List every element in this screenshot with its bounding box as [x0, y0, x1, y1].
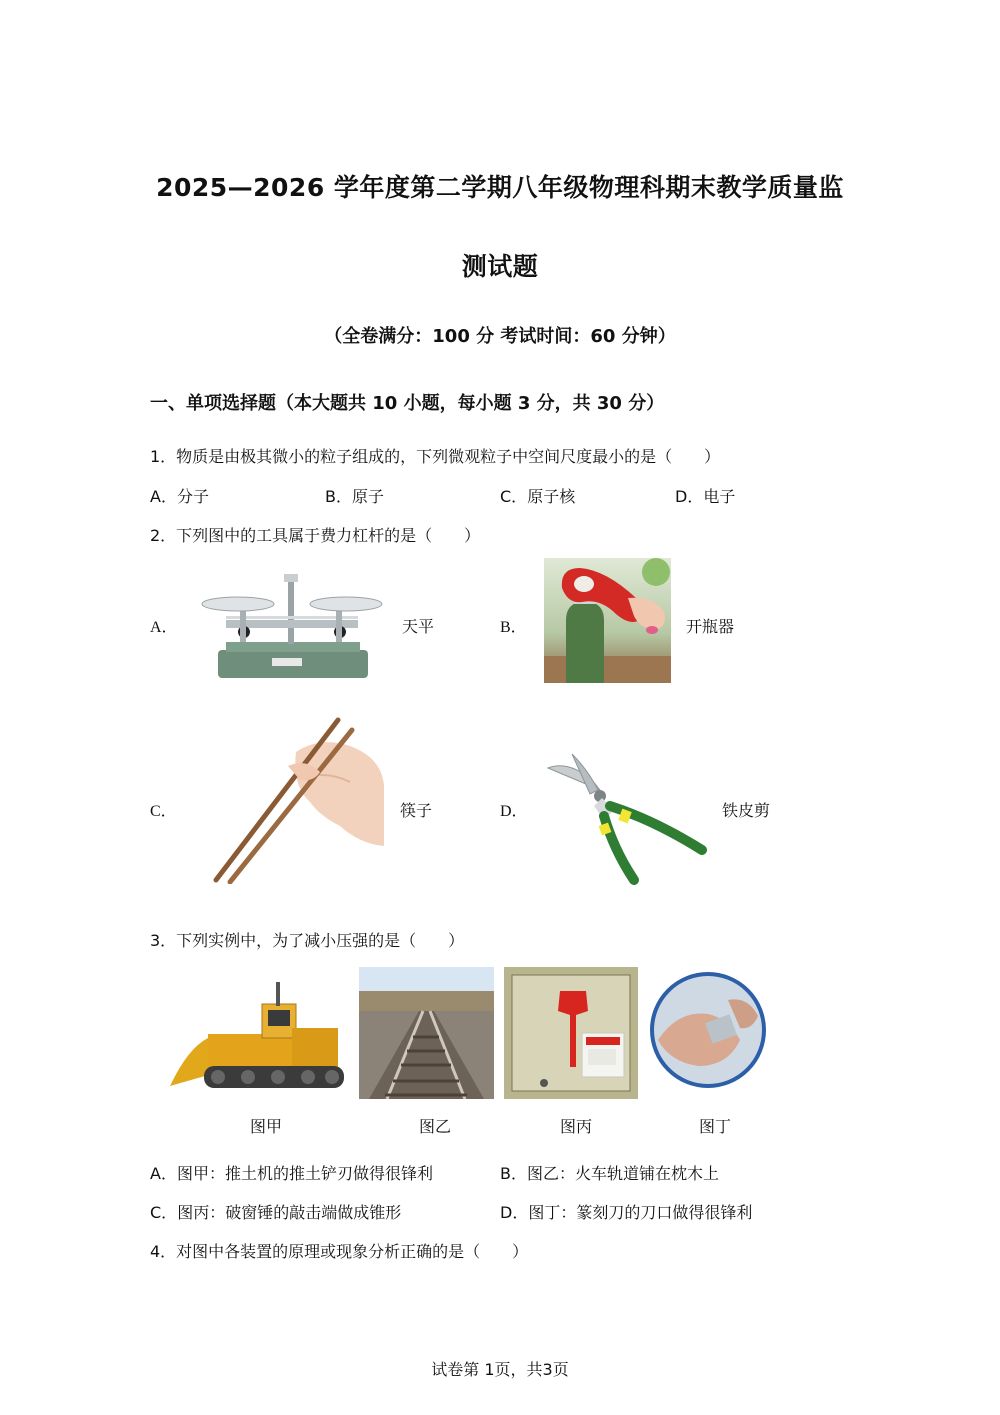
tin-snips-image: [544, 750, 708, 886]
q2-option-d-letter: D．: [500, 803, 528, 820]
carving-knife-image: [648, 970, 768, 1090]
q3-option-a: A．图甲：推土机的推土铲刃做得很锋利: [150, 1164, 433, 1183]
question-2-stem: 2．下列图中的工具属于费力杠杆的是（ ）: [150, 526, 481, 545]
q2-option-d-label: 铁皮剪: [722, 801, 771, 820]
exam-subtitle: （全卷满分：100 分 考试时间：60 分钟）: [324, 326, 676, 347]
figure-caption-yi: 图乙: [418, 1117, 451, 1136]
q2-option-c-label: 筷子: [400, 801, 433, 820]
q1-option-b: B．原子: [325, 487, 384, 506]
bottle-opener-image: [544, 558, 671, 683]
q2-option-a-letter: A．: [150, 619, 178, 636]
q1-option-d: D．电子: [675, 487, 736, 506]
q2-option-c-letter: C．: [150, 803, 177, 820]
q3-option-b: B．图乙：火车轨道铺在枕木上: [500, 1164, 719, 1183]
q1-option-a: A．分子: [150, 487, 209, 506]
q2-option-a-label: 天平: [402, 617, 435, 636]
q3-option-c: C．图丙：破窗锤的敲击端做成锥形: [150, 1203, 402, 1222]
figure-caption-bing: 图丙: [559, 1117, 592, 1136]
question-1-stem: 1．物质是由极其微小的粒子组成的，下列微观粒子中空间尺度最小的是（ ）: [150, 447, 721, 466]
balance-scale-image: [196, 572, 386, 684]
figure-caption-ding: 图丁: [698, 1117, 731, 1136]
q1-option-c: C．原子核: [500, 487, 576, 506]
q2-option-b-label: 开瓶器: [686, 617, 735, 636]
railway-track-image: [359, 967, 494, 1099]
emergency-hammer-image: [504, 967, 638, 1099]
q2-option-b-letter: B．: [500, 619, 527, 636]
chopsticks-image: [210, 716, 386, 884]
figure-caption-jia: 图甲: [249, 1117, 282, 1136]
bulldozer-image: [168, 978, 350, 1096]
exam-title-line2: 测试题: [461, 252, 539, 281]
q3-option-d: D．图丁：篆刻刀的刀口做得很锋利: [500, 1203, 753, 1222]
question-3-stem: 3．下列实例中，为了减小压强的是（ ）: [150, 931, 465, 950]
question-4-stem: 4．对图中各装置的原理或现象分析正确的是（ ）: [150, 1242, 529, 1261]
section-heading: 一、单项选择题（本大题共 10 小题，每小题 3 分，共 30 分）: [150, 393, 665, 414]
exam-title-line1: 2025—2026 学年度第二学期八年级物理科期末教学质量监: [156, 173, 844, 202]
page-footer: 试卷第 1页，共3页: [431, 1360, 569, 1379]
